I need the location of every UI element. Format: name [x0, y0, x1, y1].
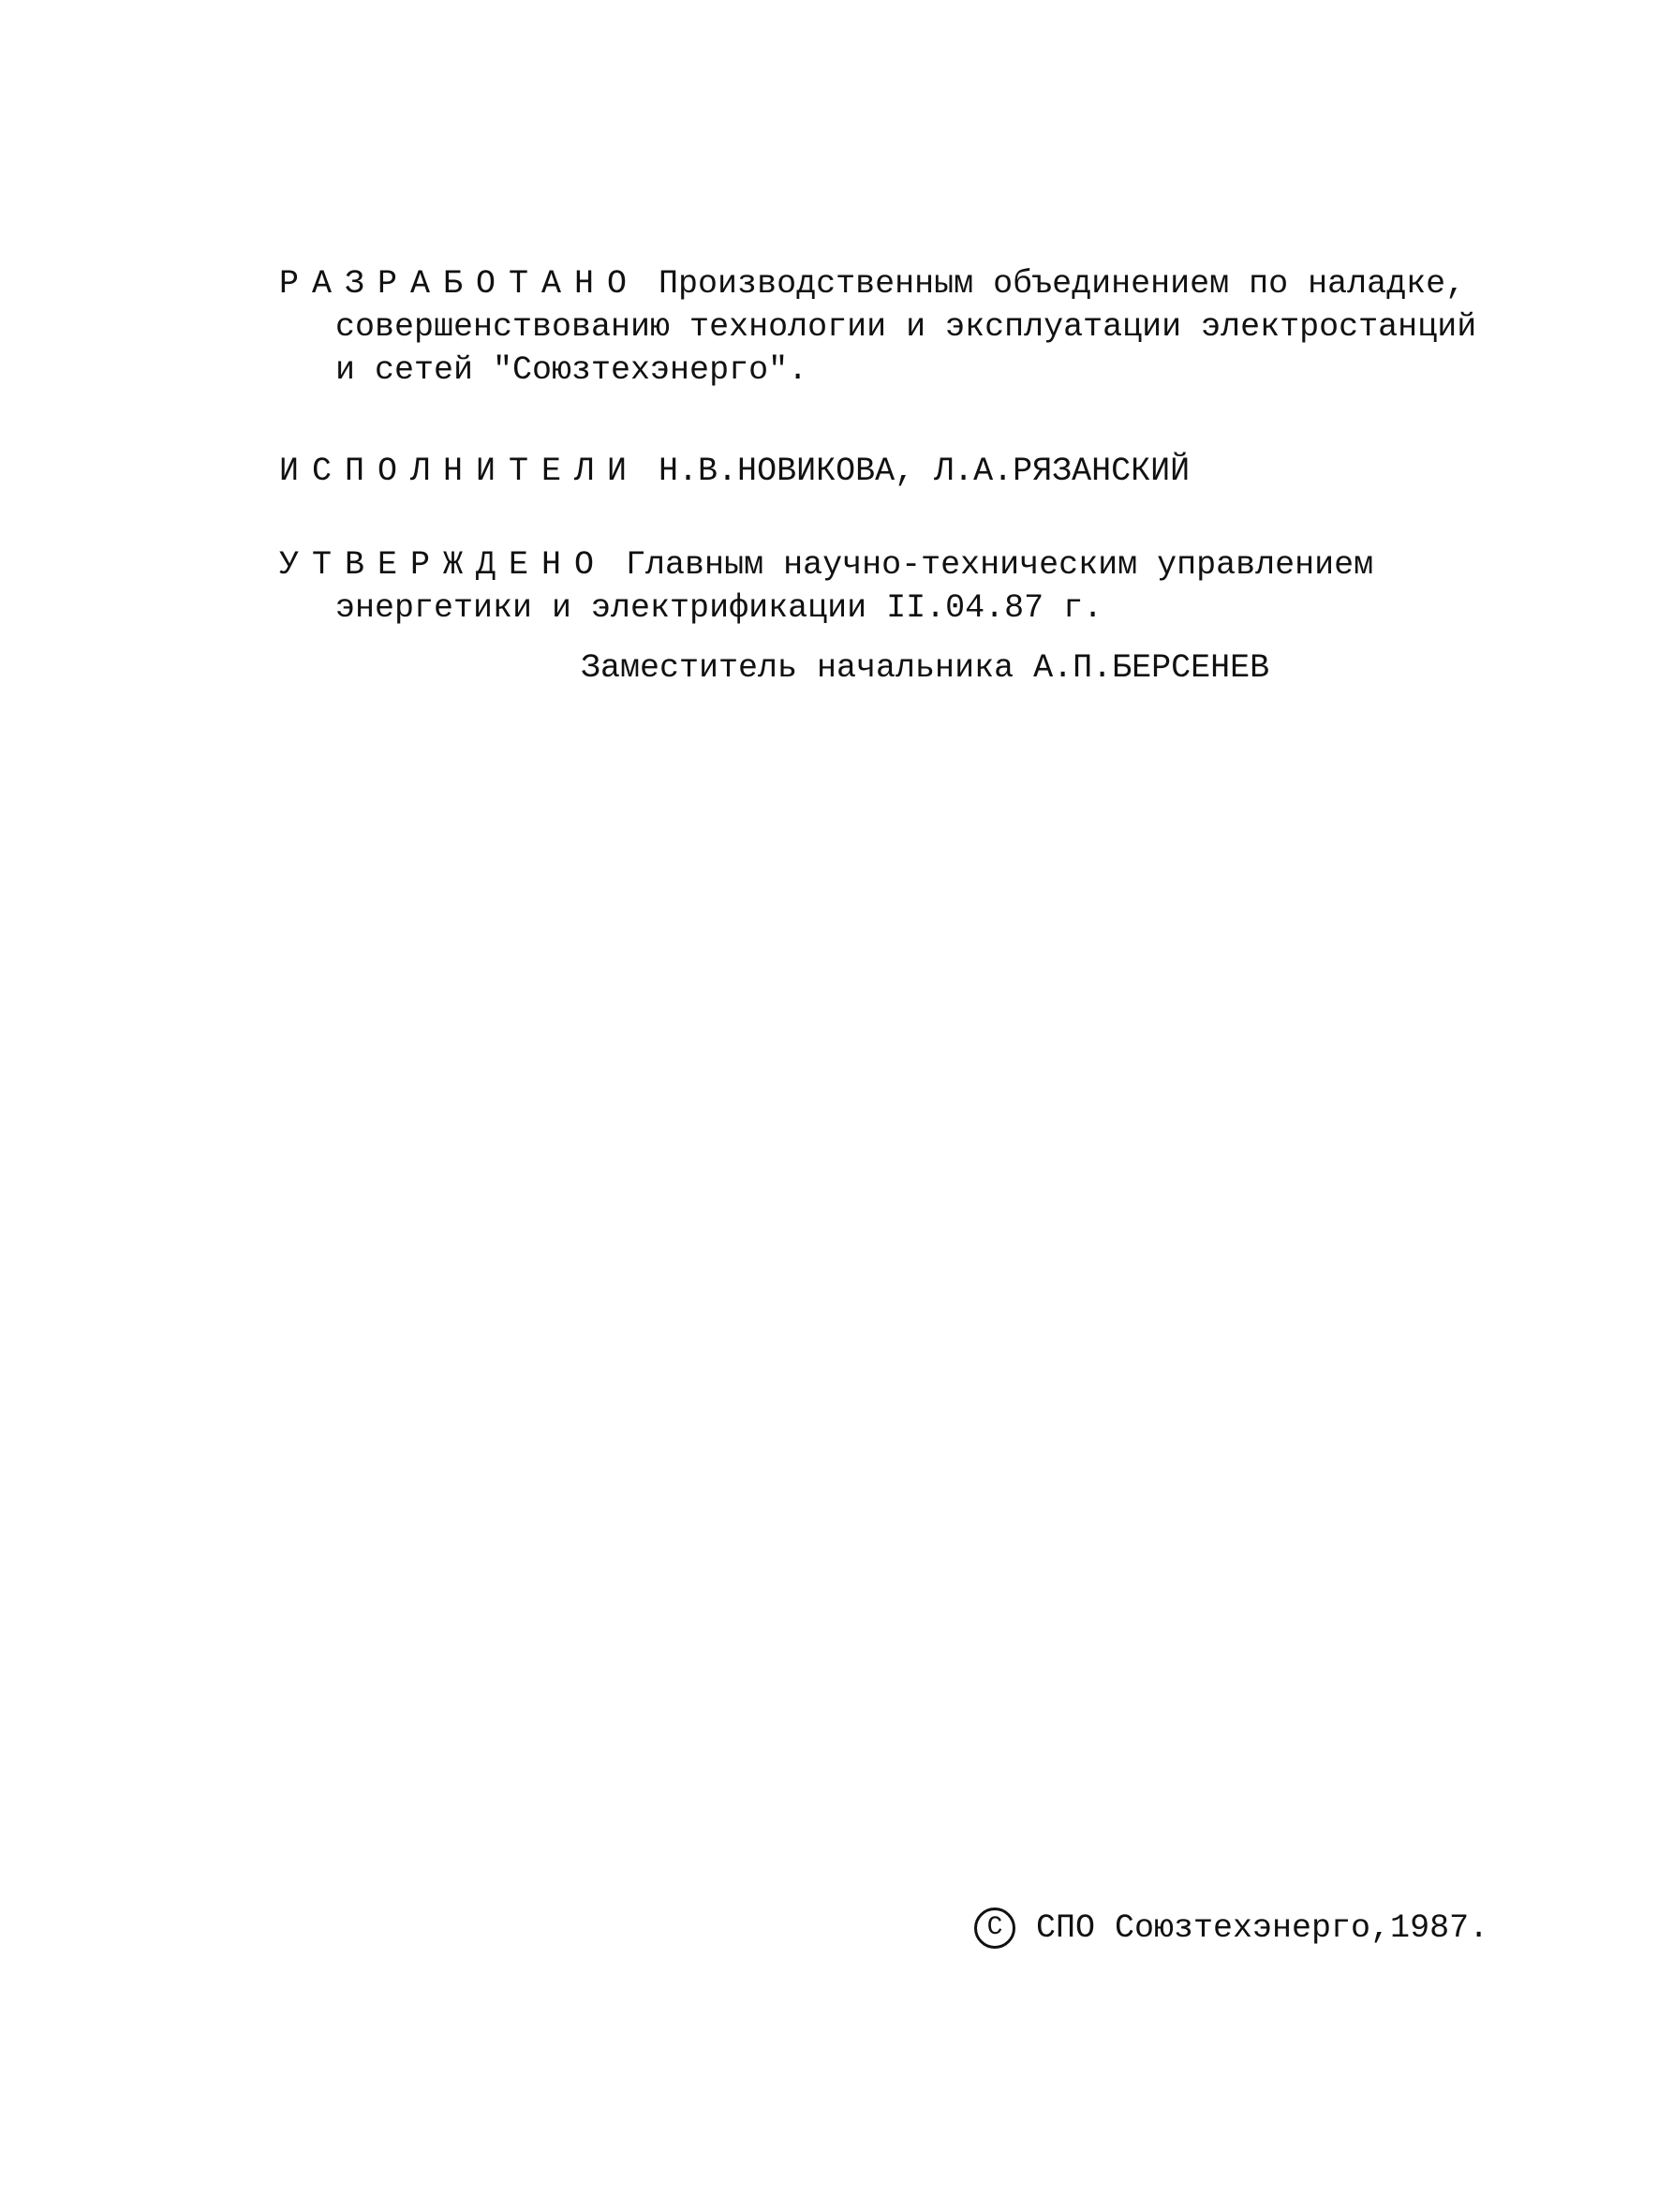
- developed-label: РАЗРАБОТАНО: [279, 265, 641, 303]
- performers-label: ИСПОЛНИТЕЛИ: [279, 453, 641, 490]
- approved-line-1: Главным научно-техническим управлением: [626, 546, 1374, 584]
- copyright-text: СПО Союзтехэнерго,1987.: [1036, 1909, 1489, 1947]
- performers-names: Н.В.НОВИКОВА, Л.А.РЯЗАНСКИЙ: [659, 453, 1191, 490]
- approved-label: УТВЕРЖДЕНО: [279, 546, 608, 584]
- approver-signatory: Заместитель начальника А.П.БЕРСЕНЕВ: [581, 649, 1270, 687]
- developed-line-2: совершенствованию технологии и эксплуатации электростанций: [335, 308, 1477, 346]
- developed-section: [279, 262, 1516, 392]
- developed-line-1: Производственным объединением по наладке,: [659, 265, 1466, 303]
- developed-line-3: и сетей "Союзтехэнерго".: [335, 351, 808, 389]
- performers-section: [279, 450, 1516, 493]
- approved-line-2: энергетики и электрификации II.04.87 г.: [335, 589, 1103, 627]
- copyright-notice: [974, 1907, 1488, 1950]
- copyright-icon: C: [974, 1908, 1015, 1949]
- approved-section: [279, 543, 1516, 630]
